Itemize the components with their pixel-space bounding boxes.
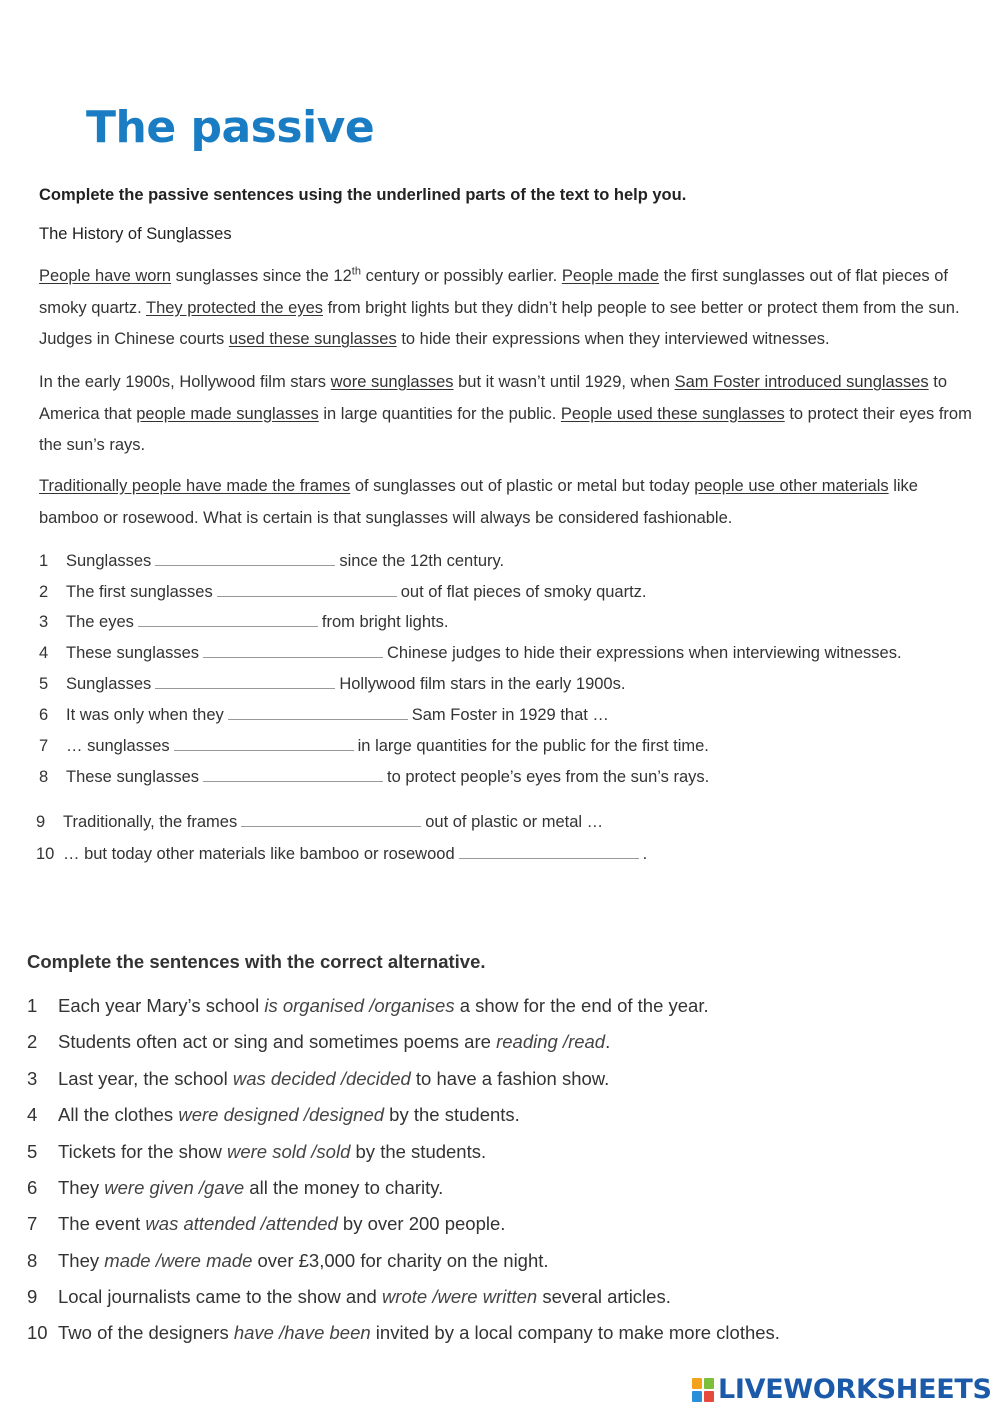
exercise2-item: 5 Tickets for the show were sold /sold by the students. [27,1141,487,1162]
logo-text: LIVEWORKSHEETS [718,1374,992,1405]
exercise2-item: 8 They made /were made over £3,000 for charity on the night. [27,1250,549,1271]
paragraph-1: People have worn sunglasses since the 12th century or possibly earlier. People made the first sunglasses out of flat pieces of smoky quartz. They protected the eyes from bright lights but they didn’t help people to see better or protect them from the sun. Judges in Chinese courts used these sunglasses to hide their expressions when they interviewed witnesses. [39,265,960,348]
exercise1-item: 3 The eyes from bright lights. [39,613,449,631]
exercise2-instruction: Complete the sentences with the correct alternative. [27,951,486,972]
exercise1-instruction: Complete the passive sentences using the underlined parts of the text to help you. [39,186,687,204]
text-title: The History of Sunglasses [39,225,232,243]
logo-mark-icon [692,1378,714,1402]
exercise2-item: 7 The event was attended /attended by over 200 people. [27,1213,506,1234]
exercise2-item: 10 Two of the designers have /have been invited by a local company to make more clothes. [27,1322,780,1343]
exercise2-item: 4 All the clothes were designed /designed by the students. [27,1104,520,1125]
answer-blank[interactable] [203,767,383,782]
page-title: The passive [86,102,375,153]
exercise1-item: 8 These sunglasses to protect people’s eyes from the sun’s rays. [39,768,710,786]
alternative-choice[interactable]: have /have been [233,1322,371,1343]
alternative-choice[interactable]: were sold /sold [226,1141,351,1162]
exercise2-item: 2 Students often act or sing and sometimes poems are reading /read. [27,1031,611,1052]
paragraph-3: Traditionally people have made the frames of sunglasses out of plastic or metal but today people use other materials like bamboo or rosewood. What is certain is that sunglasses will always be considered fashionable. [39,477,918,527]
alternative-choice[interactable]: were given /gave [104,1177,245,1198]
answer-blank[interactable] [174,736,354,751]
answer-blank[interactable] [138,612,318,627]
answer-blank[interactable] [203,643,383,658]
alternative-choice[interactable]: was attended /attended [145,1213,338,1234]
alternative-choice[interactable]: reading /read [496,1031,606,1052]
answer-blank[interactable] [217,582,397,597]
exercise1-item: 5 Sunglasses Hollywood film stars in the early 1900s. [39,675,626,693]
exercise1-item: 9 Traditionally, the frames out of plastic or metal … [36,813,604,831]
alternative-choice[interactable]: were designed /designed [178,1104,385,1125]
answer-blank[interactable] [155,674,335,689]
exercise1-item: 2 The first sunglasses out of flat pieces of smoky quartz. [39,583,647,601]
answer-blank[interactable] [459,844,639,859]
exercise1-item: 6 It was only when they Sam Foster in 1929 that … [39,706,609,724]
answer-blank[interactable] [155,551,335,566]
alternative-choice[interactable]: was decided /decided [232,1068,411,1089]
liveworksheets-logo [692,1374,992,1405]
alternative-choice[interactable]: wrote /were written [381,1286,538,1307]
exercise2-item: 6 They were given /gave all the money to charity. [27,1177,444,1198]
answer-blank[interactable] [241,812,421,827]
exercise2-item: 3 Last year, the school was decided /decided to have a fashion show. [27,1068,610,1089]
exercise1-item: 7 … sunglasses in large quantities for the public for the first time. [39,737,709,755]
alternative-choice[interactable]: made /were made [104,1250,253,1271]
exercise1-item: 10 … but today other materials like bamboo or rosewood . [36,845,648,863]
paragraph-2: In the early 1900s, Hollywood film stars wore sunglasses but it wasn’t until 1929, when Sam Foster introduced sunglasses to America that people made sunglasses in large quantities for the public. People used these sunglasses to protect their eyes from the sun’s rays. [39,373,972,454]
exercise2-item: 9 Local journalists came to the show and wrote /were written several articles. [27,1286,671,1307]
exercise2-item: 1 Each year Mary’s school is organised /organises a show for the end of the year. [27,995,709,1016]
exercise1-item: 1 Sunglasses since the 12th century. [39,552,505,570]
exercise1-item: 4 These sunglasses Chinese judges to hide their expressions when interviewing witnesses. [39,644,902,662]
alternative-choice[interactable]: is organised /organises [264,995,455,1016]
answer-blank[interactable] [228,705,408,720]
